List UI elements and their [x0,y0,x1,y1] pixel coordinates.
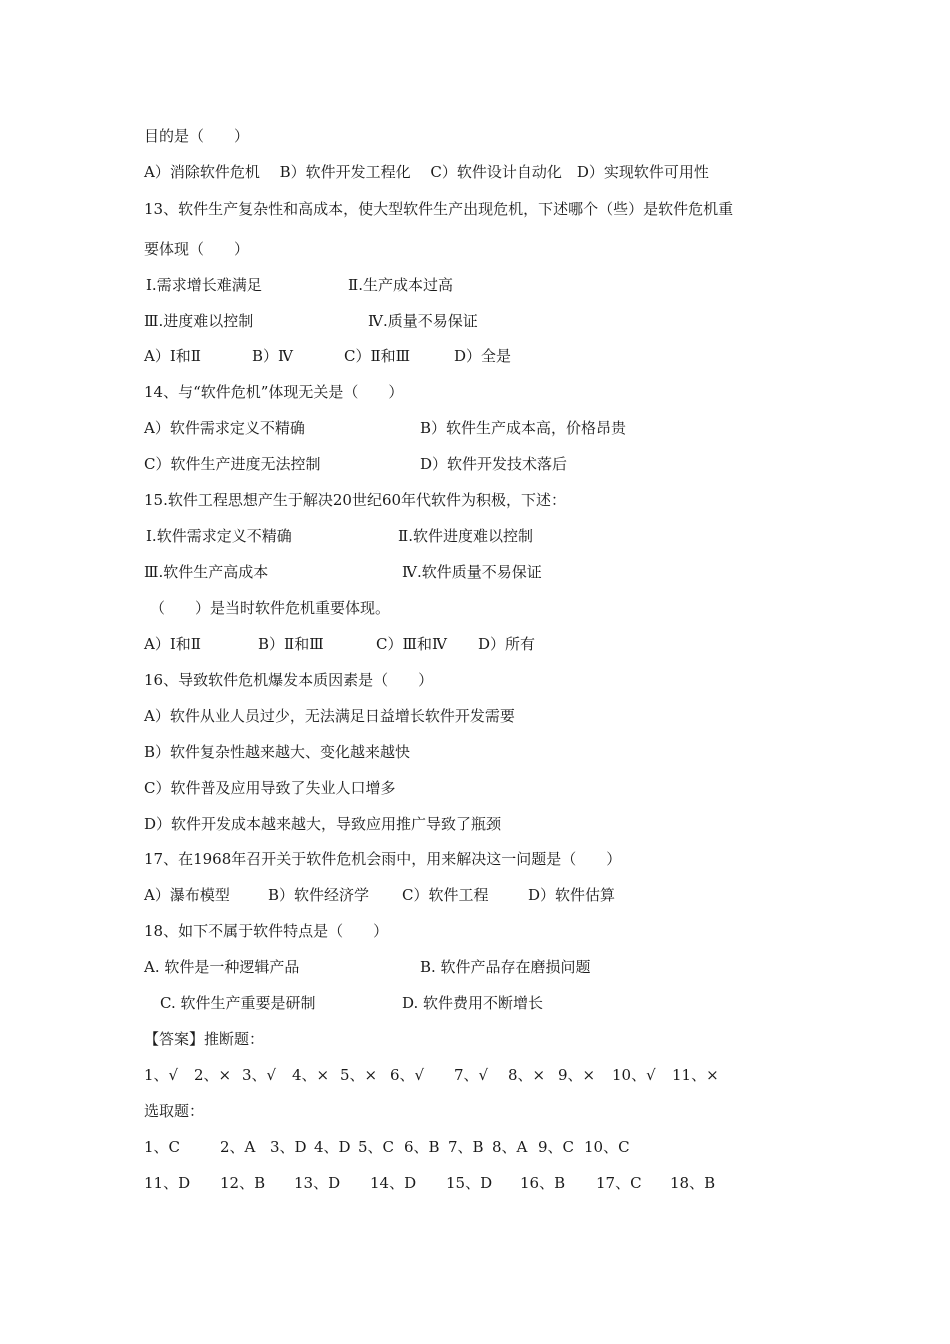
answer: 18、B [670,1174,716,1192]
option: Ⅳ.软件质量不易保证 [402,563,542,581]
answer: 3、D [270,1138,307,1156]
answer: 16、B [520,1174,566,1192]
question-16: 16、导致软件危机爆发本质因素是（ ） [144,671,434,689]
answer: 7、B [448,1138,484,1156]
option-line: D）软件开发成本越来越大，导致应用推广导致了瓶颈 [144,815,502,833]
option: D）软件估算 [528,886,616,904]
question-14: 14、与“软件危机”体现无关是（ ） [144,383,404,401]
answer: 11、D [144,1174,191,1192]
answer: 4、× [292,1066,330,1084]
answer-heading: 【答案】推断题： [144,1030,265,1048]
answer: 5、C [358,1138,395,1156]
answer: 3、√ [242,1066,277,1084]
answer: 14、D [370,1174,417,1192]
option: C）Ⅱ和Ⅲ [344,347,411,365]
answer: 11、× [672,1066,719,1084]
option: D）全是 [454,347,512,365]
answer: 4、D [314,1138,351,1156]
option: C）Ⅲ和Ⅳ [376,635,447,653]
option: B）软件经济学 [268,886,370,904]
option: Ⅲ.进度难以控制 [144,312,254,330]
answer: 6、B [404,1138,440,1156]
answer: 7、√ [454,1066,489,1084]
option: C. 软件生产重要是研制 [160,994,316,1012]
option: A. 软件是一种逻辑产品 [144,958,300,976]
option-line: C）软件普及应用导致了失业人口增多 [144,779,396,797]
answer: 12、B [220,1174,266,1192]
answer: 2、A [220,1138,256,1156]
answer: 8、× [508,1066,546,1084]
question-18: 18、如下不属于软件特点是（ ） [144,922,389,940]
answer: 6、√ [390,1066,425,1084]
option: B）Ⅳ [252,347,294,365]
answer: 9、× [558,1066,596,1084]
option: D）所有 [478,635,536,653]
text-line: 要体现（ ） [144,240,250,258]
option: Ⅱ.生产成本过高 [348,276,453,294]
option: C）软件生产进度无法控制 [144,455,321,473]
option: A）Ⅰ和Ⅱ [144,347,201,365]
option-line: A）消除软件危机 B）软件开发工程化 C）软件设计自动化 D）实现软件可用性 [144,163,709,181]
option: Ⅳ.质量不易保证 [368,312,478,330]
option: B. 软件产品存在磨损问题 [420,958,591,976]
option: B）软件生产成本高，价格昂贵 [420,419,627,437]
answer: 10、√ [612,1066,656,1084]
answer: 15、D [446,1174,493,1192]
question-15: 15.软件工程思想产生于解决20世纪60年代软件为积极，下述： [144,491,567,509]
option: C）软件工程 [402,886,489,904]
text-line: （ ）是当时软件危机重要体现。 [150,599,391,617]
option: A）瀑布模型 [144,886,230,904]
text-line: 目的是（ ） [144,127,250,145]
answer: 5、× [340,1066,378,1084]
option: D）软件开发技术落后 [420,455,568,473]
answer: 2、× [194,1066,232,1084]
option: Ⅰ.需求增长难满足 [146,276,262,294]
answer-heading: 选取题： [144,1102,205,1120]
answer: 9、C [538,1138,575,1156]
question-13: 13、软件生产复杂性和高成本，使大型软件生产出现危机，下述哪个（些）是软件危机重 [144,200,734,218]
answer: 17、C [596,1174,642,1192]
option: D. 软件费用不断增长 [402,994,544,1012]
option: Ⅰ.软件需求定义不精确 [146,527,292,545]
question-17: 17、在1968年召开关于软件危机会雨中，用来解决这一问题是（ ） [144,850,622,868]
option-line: A）软件从业人员过少，无法满足日益增长软件开发需要 [144,707,515,725]
option: A）Ⅰ和Ⅱ [144,635,201,653]
answer: 1、C [144,1138,181,1156]
answer: 8、A [492,1138,528,1156]
answer: 10、C [584,1138,630,1156]
answer: 1、√ [144,1066,179,1084]
option: B）Ⅱ和Ⅲ [258,635,324,653]
option: Ⅱ.软件进度难以控制 [398,527,533,545]
answer: 13、D [294,1174,341,1192]
option: A）软件需求定义不精确 [144,419,305,437]
option: Ⅲ.软件生产高成本 [144,563,269,581]
option-line: B）软件复杂性越来越大、变化越来越快 [144,743,411,761]
